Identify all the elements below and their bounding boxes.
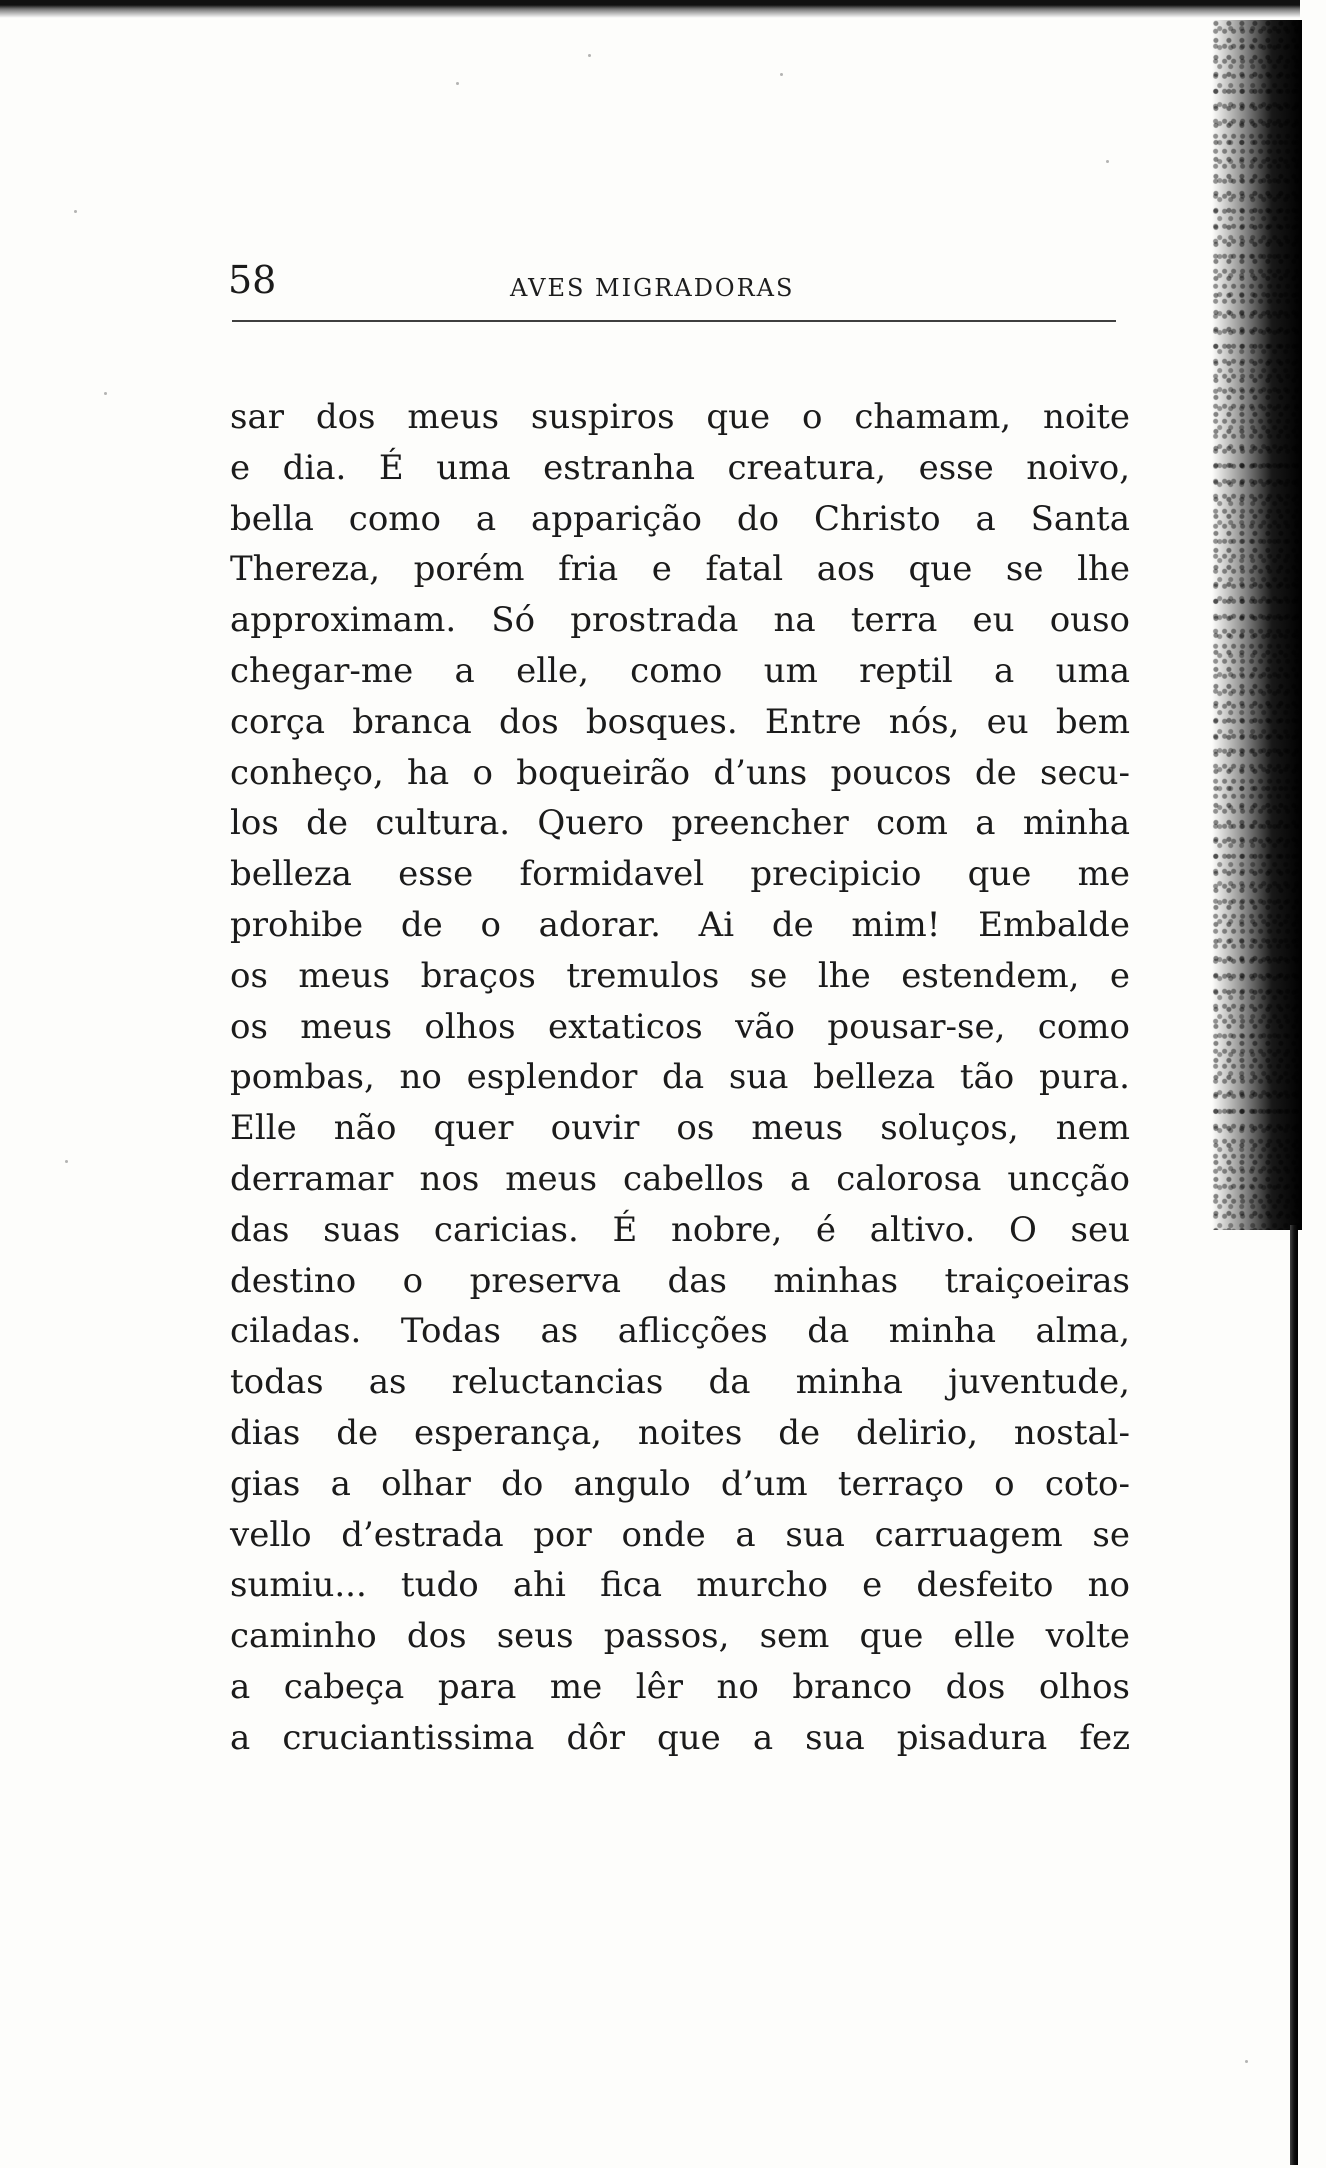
text-line: sar dos meus suspiros que o chamam, noite — [230, 397, 1130, 437]
paper-speck — [456, 82, 459, 85]
text-line: approximam. Só prostrada na terra eu ouso — [230, 600, 1130, 641]
text-line: todas as reluctancias da minha juventude, — [230, 1362, 1130, 1403]
text-line: vello d’estrada por onde a sua carruagem se — [230, 1514, 1130, 1555]
paper-speck — [1106, 160, 1109, 163]
paper-speck — [1245, 2060, 1248, 2063]
text-line: ciladas. Todas as aflicções da minha alma, — [230, 1311, 1130, 1352]
text-line: gias a olhar do angulo d’um terraço o coto- — [230, 1463, 1130, 1504]
paper-speck — [588, 54, 591, 57]
text-line: os meus braços tremulos se lhe estendem, e — [230, 955, 1130, 996]
text-line: chegar-me a elle, como um reptil a uma — [230, 650, 1130, 691]
running-title: AVES MIGRADORAS — [510, 274, 795, 302]
paper-speck — [104, 392, 107, 395]
text-line: conheço, ha o boqueirão d’uns poucos de secu- — [230, 752, 1130, 793]
text-line: dias de esperança, noites de delirio, nostal- — [230, 1412, 1130, 1453]
text-line: Elle não quer ouvir os meus soluços, nem — [230, 1108, 1130, 1149]
text-line: das suas caricias. É nobre, é altivo. O seu — [230, 1209, 1130, 1250]
text-line: belleza esse formidavel precipicio que me — [230, 854, 1130, 895]
text-line: e dia. É uma estranha creatura, esse noivo, — [230, 447, 1130, 488]
text-line: corça branca dos bosques. Entre nós, eu bem — [230, 701, 1130, 742]
text-line: destino o preserva das minhas traiçoeiras — [230, 1260, 1130, 1301]
page-number: 58 — [228, 258, 277, 302]
text-line: a cruciantissima dôr que a sua pisadura fez — [230, 1717, 1130, 1758]
text-line: caminho dos seus passos, sem que elle volte — [230, 1616, 1130, 1657]
header-rule — [232, 320, 1116, 322]
text-line: bella como a apparição do Christo a Santa — [230, 498, 1130, 539]
top-scan-shadow — [0, 0, 1300, 18]
text-line: Thereza, porém fria e fatal aos que se lhe — [230, 549, 1130, 590]
text-line: prohibe de o adorar. Ai de mim! Embalde — [230, 904, 1130, 945]
text-line: pombas, no esplendor da sua belleza tão pura. — [230, 1057, 1130, 1098]
paper-speck — [780, 73, 783, 76]
text-line: os meus olhos extaticos vão pousar-se, como — [230, 1006, 1130, 1047]
paper-speck — [74, 210, 77, 213]
text-line: sumiu... tudo ahi fica murcho e desfeito no — [230, 1565, 1130, 1606]
text-line: a cabeça para me lêr no branco dos olhos — [230, 1666, 1130, 1707]
right-edge-line — [1290, 1225, 1298, 2165]
page-header — [228, 260, 1120, 320]
body-text — [230, 392, 1130, 1764]
right-scan-shadow — [1212, 20, 1302, 1230]
text-line: los de cultura. Quero preencher com a minha — [230, 803, 1130, 844]
paper-speck — [65, 1160, 68, 1163]
text-line: derramar nos meus cabellos a calorosa uncção — [230, 1158, 1130, 1199]
